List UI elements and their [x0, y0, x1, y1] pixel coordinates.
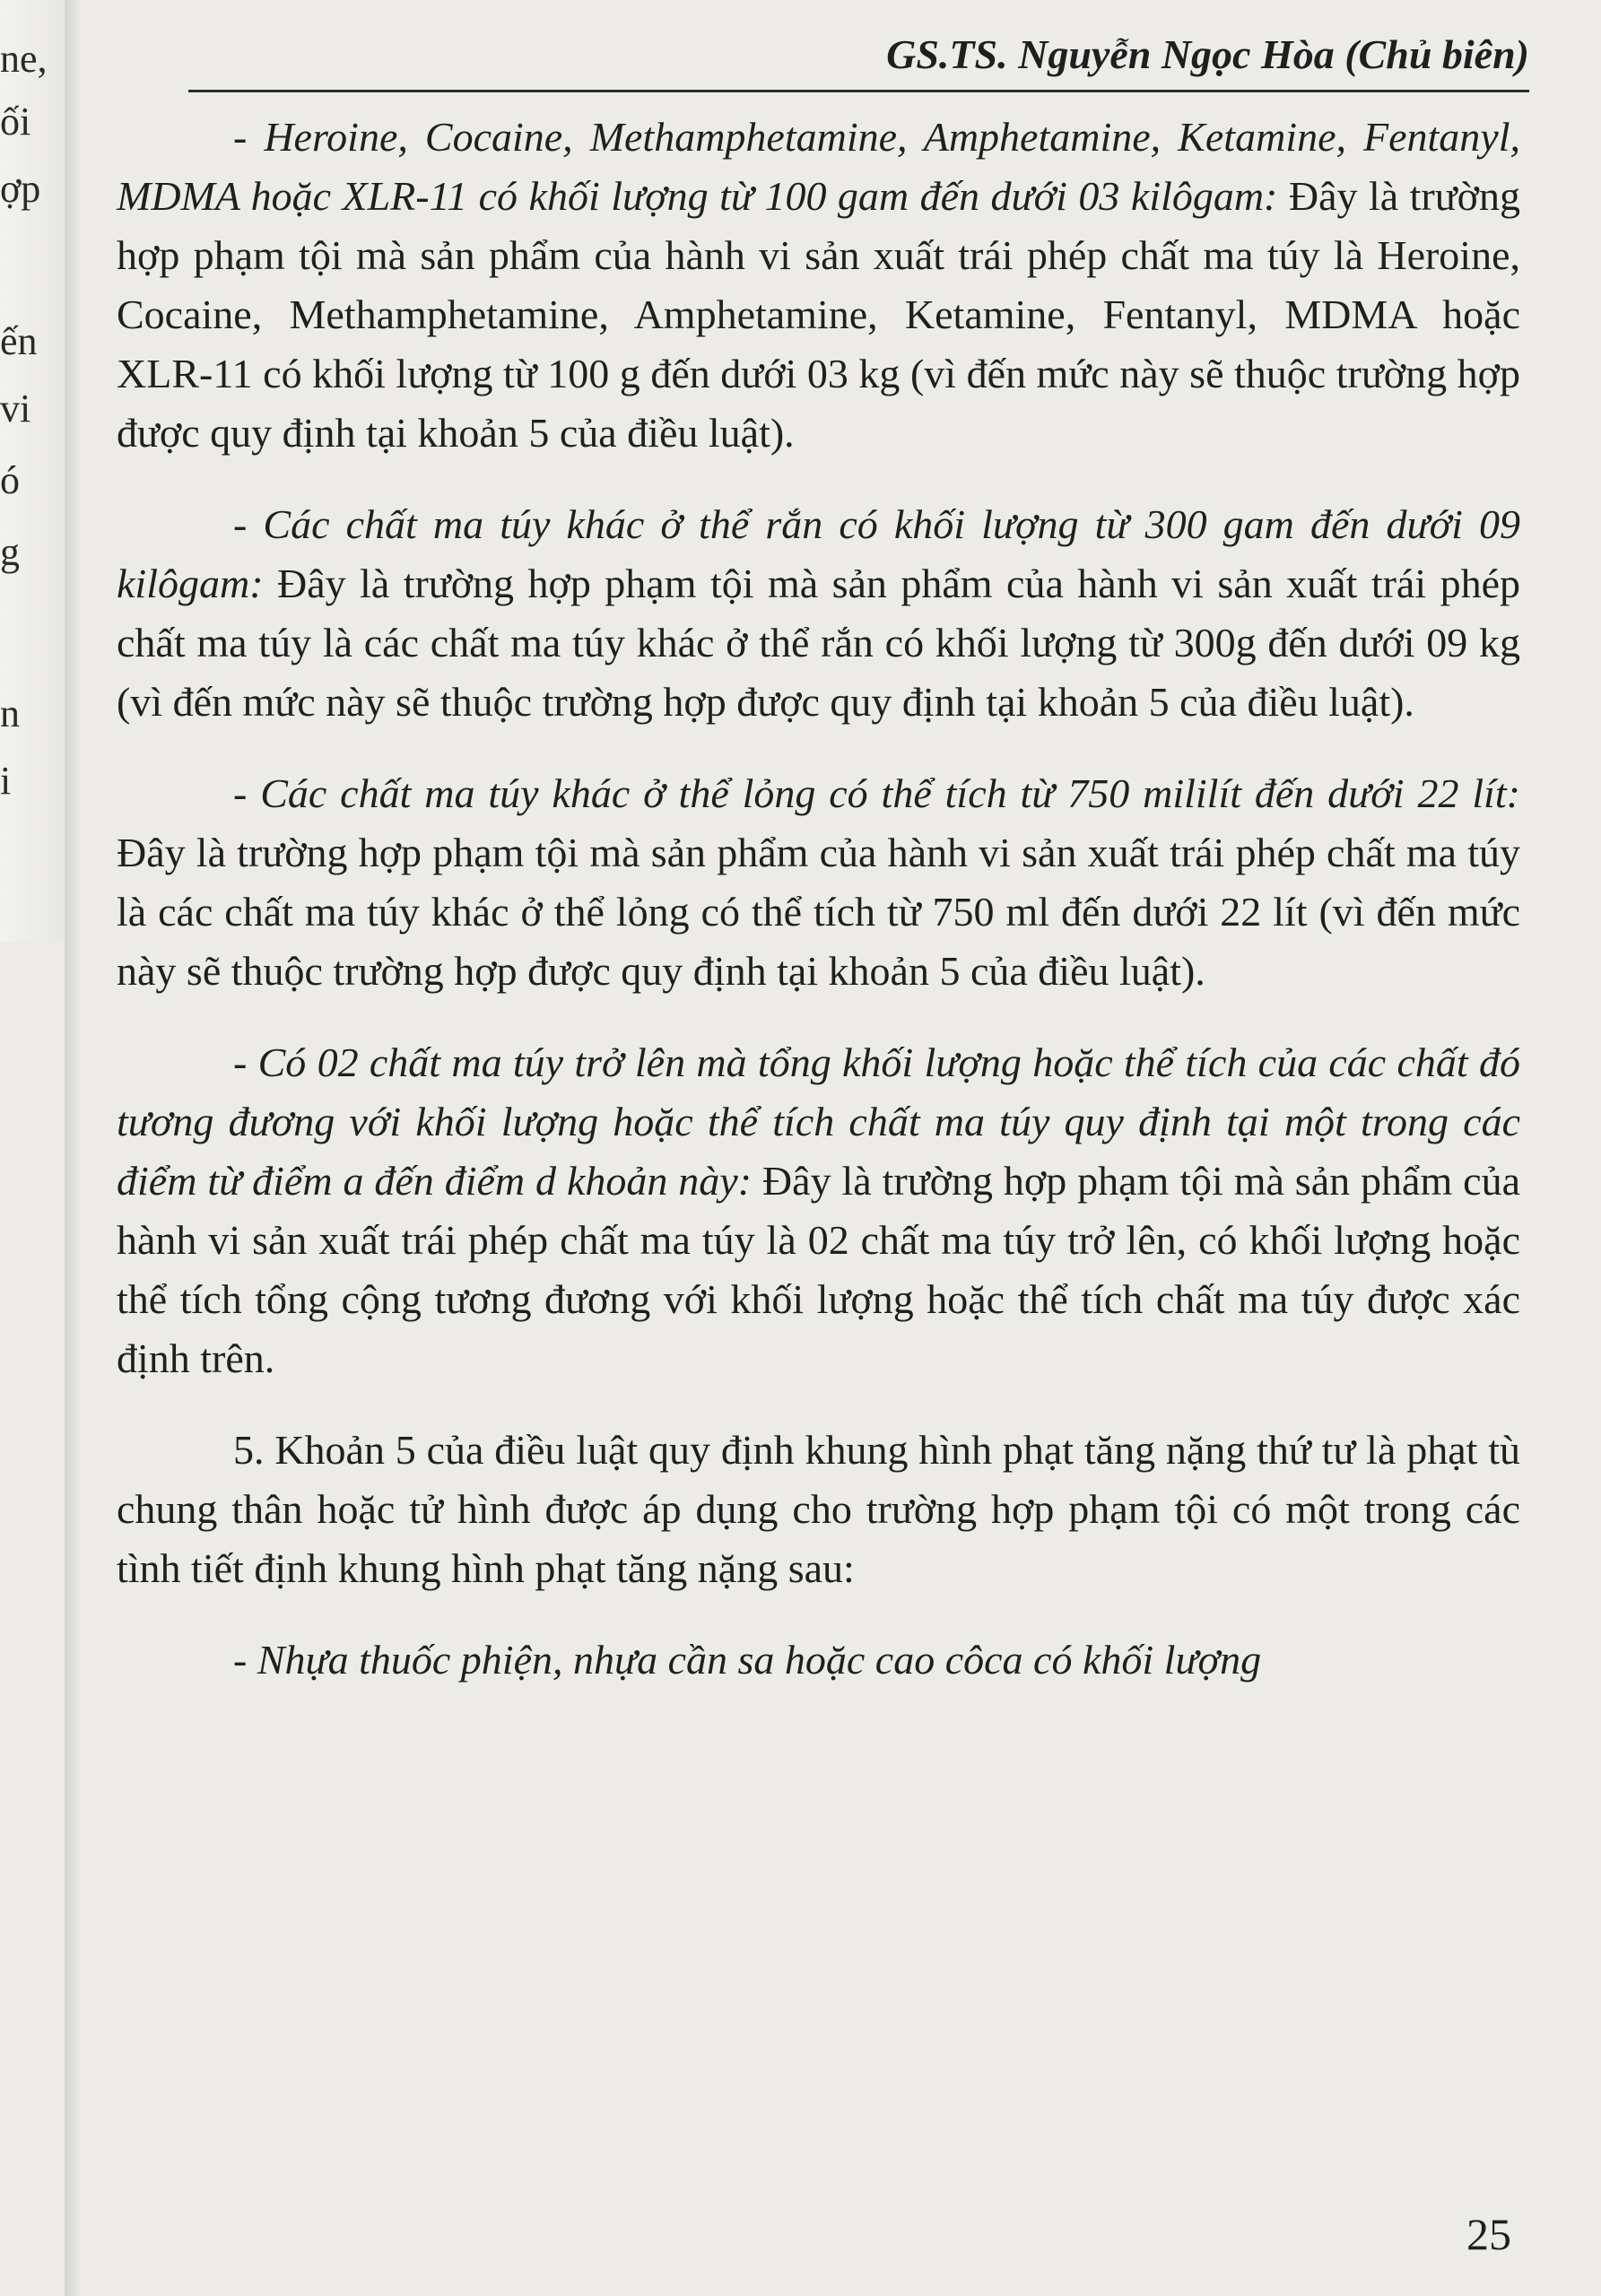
previous-page-edge: [0, 0, 65, 942]
edge-fragment: ó: [0, 458, 20, 502]
paragraph-body: Đây là trường hợp phạm tội mà sản phẩm của hành vi sản xuất trái phép chất ma túy là các chất ma túy khác ở thể rắn có khối lượng từ 300g đến dưới 09 kg (vì đến mức này sẽ thuộc trường hợp được quy định tại khoản 5 của điều luật).: [117, 561, 1520, 725]
running-header: [188, 25, 1529, 92]
book-gutter-shadow: [65, 0, 81, 2296]
paragraph-lead-italic: - Nhựa thuốc phiện, nhựa cần sa hoặc cao côca có khối lượng: [233, 1637, 1262, 1683]
paragraph-lead-italic: - Có 02 chất ma túy trở lên mà tổng khối lượng hoặc thể tích của các chất đó tương đương với khối lượng hoặc thể tích chất ma túy quy định tại một trong các điểm từ điểm a đến điểm d khoản này:: [117, 1039, 1520, 1204]
edge-fragment: g: [0, 530, 20, 574]
paragraph: [117, 495, 1520, 732]
page-body: [117, 108, 1520, 1722]
paragraph-lead-italic: - Các chất ma túy khác ở thể rắn có khối lượng từ 300 gam đến dưới 09 kilôgam:: [117, 501, 1520, 606]
running-head-text: GS.TS. Nguyễn Ngọc Hòa (Chủ biên): [886, 31, 1529, 77]
paragraph-lead-italic: - Heroine, Cocaine, Methamphetamine, Amphetamine, Ketamine, Fentanyl, MDMA hoặc XLR-11 có khối lượng từ 100 gam đến dưới 03 kilôgam:: [117, 114, 1520, 219]
paragraph-body: 5. Khoản 5 của điều luật quy định khung hình phạt tăng nặng thứ tư là phạt tù chung thân hoặc tử hình được áp dụng cho trường hợp phạm tội có một trong các tình tiết định khung hình phạt tăng nặng sau:: [117, 1427, 1520, 1591]
paragraph-lead-italic: - Các chất ma túy khác ở thể lỏng có thể tích từ 750 mililít đến dưới 22 lít:: [233, 770, 1520, 816]
edge-fragment: i: [0, 759, 12, 803]
edge-fragment: n: [0, 691, 20, 735]
page-number: 25: [1466, 2209, 1511, 2259]
paragraph: [117, 764, 1520, 1001]
paragraph: [117, 1421, 1520, 1598]
edge-fragment: ối: [0, 100, 31, 144]
paragraph: [117, 108, 1520, 463]
paragraph-body: Đây là trường hợp phạm tội mà sản phẩm của hành vi sản xuất trái phép chất ma túy là Heroine, Cocaine, Methamphetamine, Amphetamine, Ketamine, Fentanyl, MDMA hoặc XLR-11 có khối lượng từ 100 g đến dưới 03 kg (vì đến mức này sẽ thuộc trường hợp được quy định tại khoản 5 của điều luật).: [117, 173, 1520, 456]
paragraph-body: Đây là trường hợp phạm tội mà sản phẩm của hành vi sản xuất trái phép chất ma túy là các chất ma túy khác ở thể lỏng có thể tích từ 750 ml đến dưới 22 lít (vì đến mức này sẽ thuộc trường hợp được quy định tại khoản 5 của điều luật).: [117, 830, 1520, 994]
paragraph-body: Đây là trường hợp phạm tội mà sản phẩm của hành vi sản xuất trái phép chất ma túy là 02 chất ma túy trở lên, có khối lượng hoặc thể tích tổng cộng tương đương với khối lượng hoặc thể tích chất ma túy được xác định trên.: [117, 1158, 1520, 1381]
paragraph: [117, 1033, 1520, 1388]
paragraph: [117, 1631, 1520, 1690]
edge-fragment: ne,: [0, 37, 48, 81]
edge-fragment: ến: [0, 319, 38, 363]
edge-fragment: ợp: [0, 167, 41, 211]
edge-fragment: vi: [0, 387, 31, 430]
